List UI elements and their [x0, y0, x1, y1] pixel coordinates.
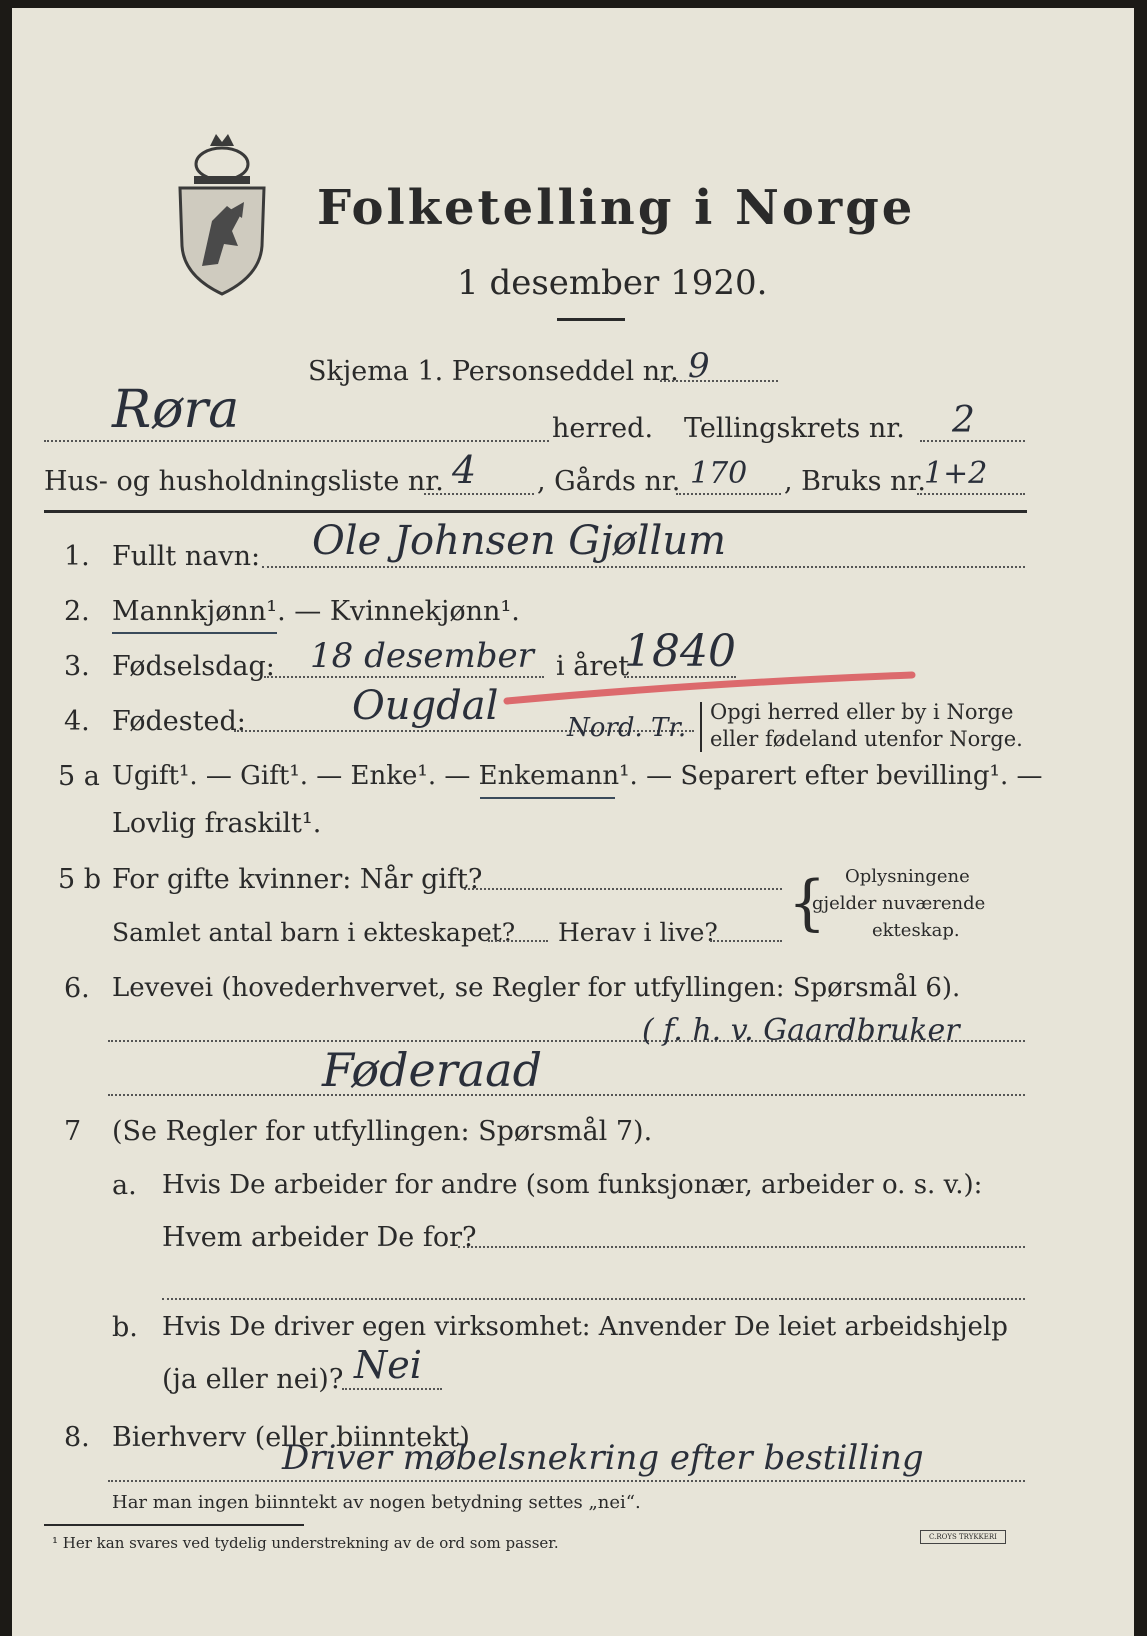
q4-number: 4.: [64, 706, 90, 737]
q1-number: 1.: [64, 541, 90, 572]
brace-icon: {: [788, 868, 827, 938]
q5a-number: 5 a: [58, 761, 100, 792]
children-count-field[interactable]: [488, 940, 548, 942]
header-divider: [44, 510, 1027, 513]
bruks-value: 1+2: [924, 456, 988, 491]
marital-status-options[interactable]: Ugift¹. — Gift¹. — Enke¹. — Enkemann¹. — Separert efter bevilling¹. —: [112, 761, 1043, 791]
birth-year-label: i året: [556, 651, 630, 682]
q8-number: 8.: [64, 1422, 90, 1453]
q1-label: Fullt navn:: [112, 541, 261, 572]
birthplace-note-1: Opgi herred eller by i Norge: [710, 700, 1014, 724]
title-divider: [557, 318, 625, 321]
form-title: Folketelling i Norge: [317, 180, 916, 236]
q7-number: 7: [64, 1116, 82, 1147]
side-income-value: Driver møbelsnekring efter bestilling: [282, 1438, 924, 1478]
q5b-line2a: Samlet antal barn i ekteskapet?: [112, 918, 516, 947]
children-alive-field[interactable]: [710, 940, 782, 942]
q5b-line2b: Herav i live?: [558, 918, 718, 947]
q4-label: Fødested:: [112, 706, 246, 737]
printer-stamp: C.ROYS TRYKKERI: [920, 1530, 1006, 1544]
bruks-label: , Bruks nr.: [784, 466, 927, 497]
occupation-value: Føderaad: [322, 1043, 543, 1097]
full-name-field[interactable]: [262, 566, 1025, 568]
married-when-field[interactable]: [464, 888, 782, 890]
q7a-line1: Hvis De arbeider for andre (som funksjonær, arbeider o. s. v.):: [162, 1170, 983, 1200]
q7b-line1: Hvis De driver egen virksomhet: Anvender De leiet arbeidshjelp: [162, 1312, 1008, 1342]
q7b-letter: b.: [112, 1312, 138, 1343]
q7b-line2: (ja eller nei)?: [162, 1364, 344, 1395]
bruks-field[interactable]: [917, 493, 1025, 495]
marital-status-line2[interactable]: Lovlig fraskilt¹.: [112, 808, 322, 839]
hired-help-value: Nei: [354, 1343, 422, 1387]
personseddel-field[interactable]: [660, 380, 778, 382]
gards-field[interactable]: [676, 493, 781, 495]
census-date: 1 desember 1920.: [457, 263, 768, 303]
gards-value: 170: [690, 456, 748, 491]
q7a-letter: a.: [112, 1170, 137, 1201]
birth-year-value: 1840: [624, 626, 736, 677]
employer-field-1[interactable]: [458, 1246, 1025, 1248]
q6-label: Levevei (hovederhvervet, se Regler for utfyllingen: Spørsmål 6).: [112, 973, 961, 1003]
tellingskrets-value: 2: [952, 400, 975, 441]
birth-day-value: 18 desember: [310, 636, 534, 676]
husliste-label: Hus- og husholdningsliste nr.: [44, 466, 444, 497]
herred-label: herred.: [552, 413, 654, 444]
q6-number: 6.: [64, 973, 90, 1004]
herred-value: Røra: [112, 380, 240, 440]
q5b-note-3: ekteskap.: [872, 920, 960, 941]
birthplace-value: Ougdal: [352, 683, 499, 729]
occupation-field-2[interactable]: [108, 1094, 1025, 1096]
occupation-extra: ( f. h. v. Gaardbruker: [642, 1013, 960, 1048]
q5b-note-2: gjelder nuværende: [812, 893, 986, 914]
q3-number: 3.: [64, 651, 90, 682]
skjema-label: Skjema 1. Personseddel nr.: [308, 356, 679, 387]
q5b-number: 5 b: [58, 864, 102, 895]
q7-label: (Se Regler for utfyllingen: Spørsmål 7).: [112, 1116, 653, 1147]
gards-label: , Gårds nr.: [537, 466, 681, 497]
footer-divider: [44, 1524, 304, 1526]
mannkjonn-underline: [112, 632, 277, 634]
side-income-field[interactable]: [108, 1480, 1025, 1482]
enkemann-underline: [480, 797, 615, 799]
full-name-value: Ole Johnsen Gjøllum: [312, 518, 727, 564]
husliste-value: 4: [452, 448, 477, 492]
herred-field[interactable]: [44, 440, 549, 442]
q2-number: 2.: [64, 596, 90, 627]
personseddel-value: 9: [688, 346, 710, 386]
birthplace-note-2: eller fødeland utenfor Norge.: [710, 727, 1023, 751]
q7a-line2: Hvem arbeider De for?: [162, 1222, 477, 1253]
birthplace-extra: Nord. Tr.: [567, 713, 687, 743]
footer-note: Har man ingen biinntekt av nogen betydning settes „nei“.: [112, 1492, 641, 1513]
gender-options[interactable]: Mannkjønn¹. — Kvinnekjønn¹.: [112, 596, 520, 627]
employer-field-2[interactable]: [162, 1298, 1025, 1300]
tellingskrets-label: Tellingskrets nr.: [684, 413, 905, 444]
husliste-field[interactable]: [424, 493, 534, 495]
hired-help-field[interactable]: [342, 1388, 442, 1390]
census-form: [12, 8, 1134, 1636]
q8-label: Bierhverv (eller biinntekt): [112, 1422, 470, 1453]
coat-of-arms-logo: [172, 126, 272, 296]
q5b-note-1: Oplysningene: [845, 866, 970, 887]
footnote: ¹ Her kan svares ved tydelig understrekning av de ord som passer.: [52, 1534, 559, 1552]
q3-label: Fødselsdag:: [112, 651, 275, 682]
q5b-line1: For gifte kvinner: Når gift?: [112, 864, 483, 895]
note-bracket: [700, 702, 702, 752]
